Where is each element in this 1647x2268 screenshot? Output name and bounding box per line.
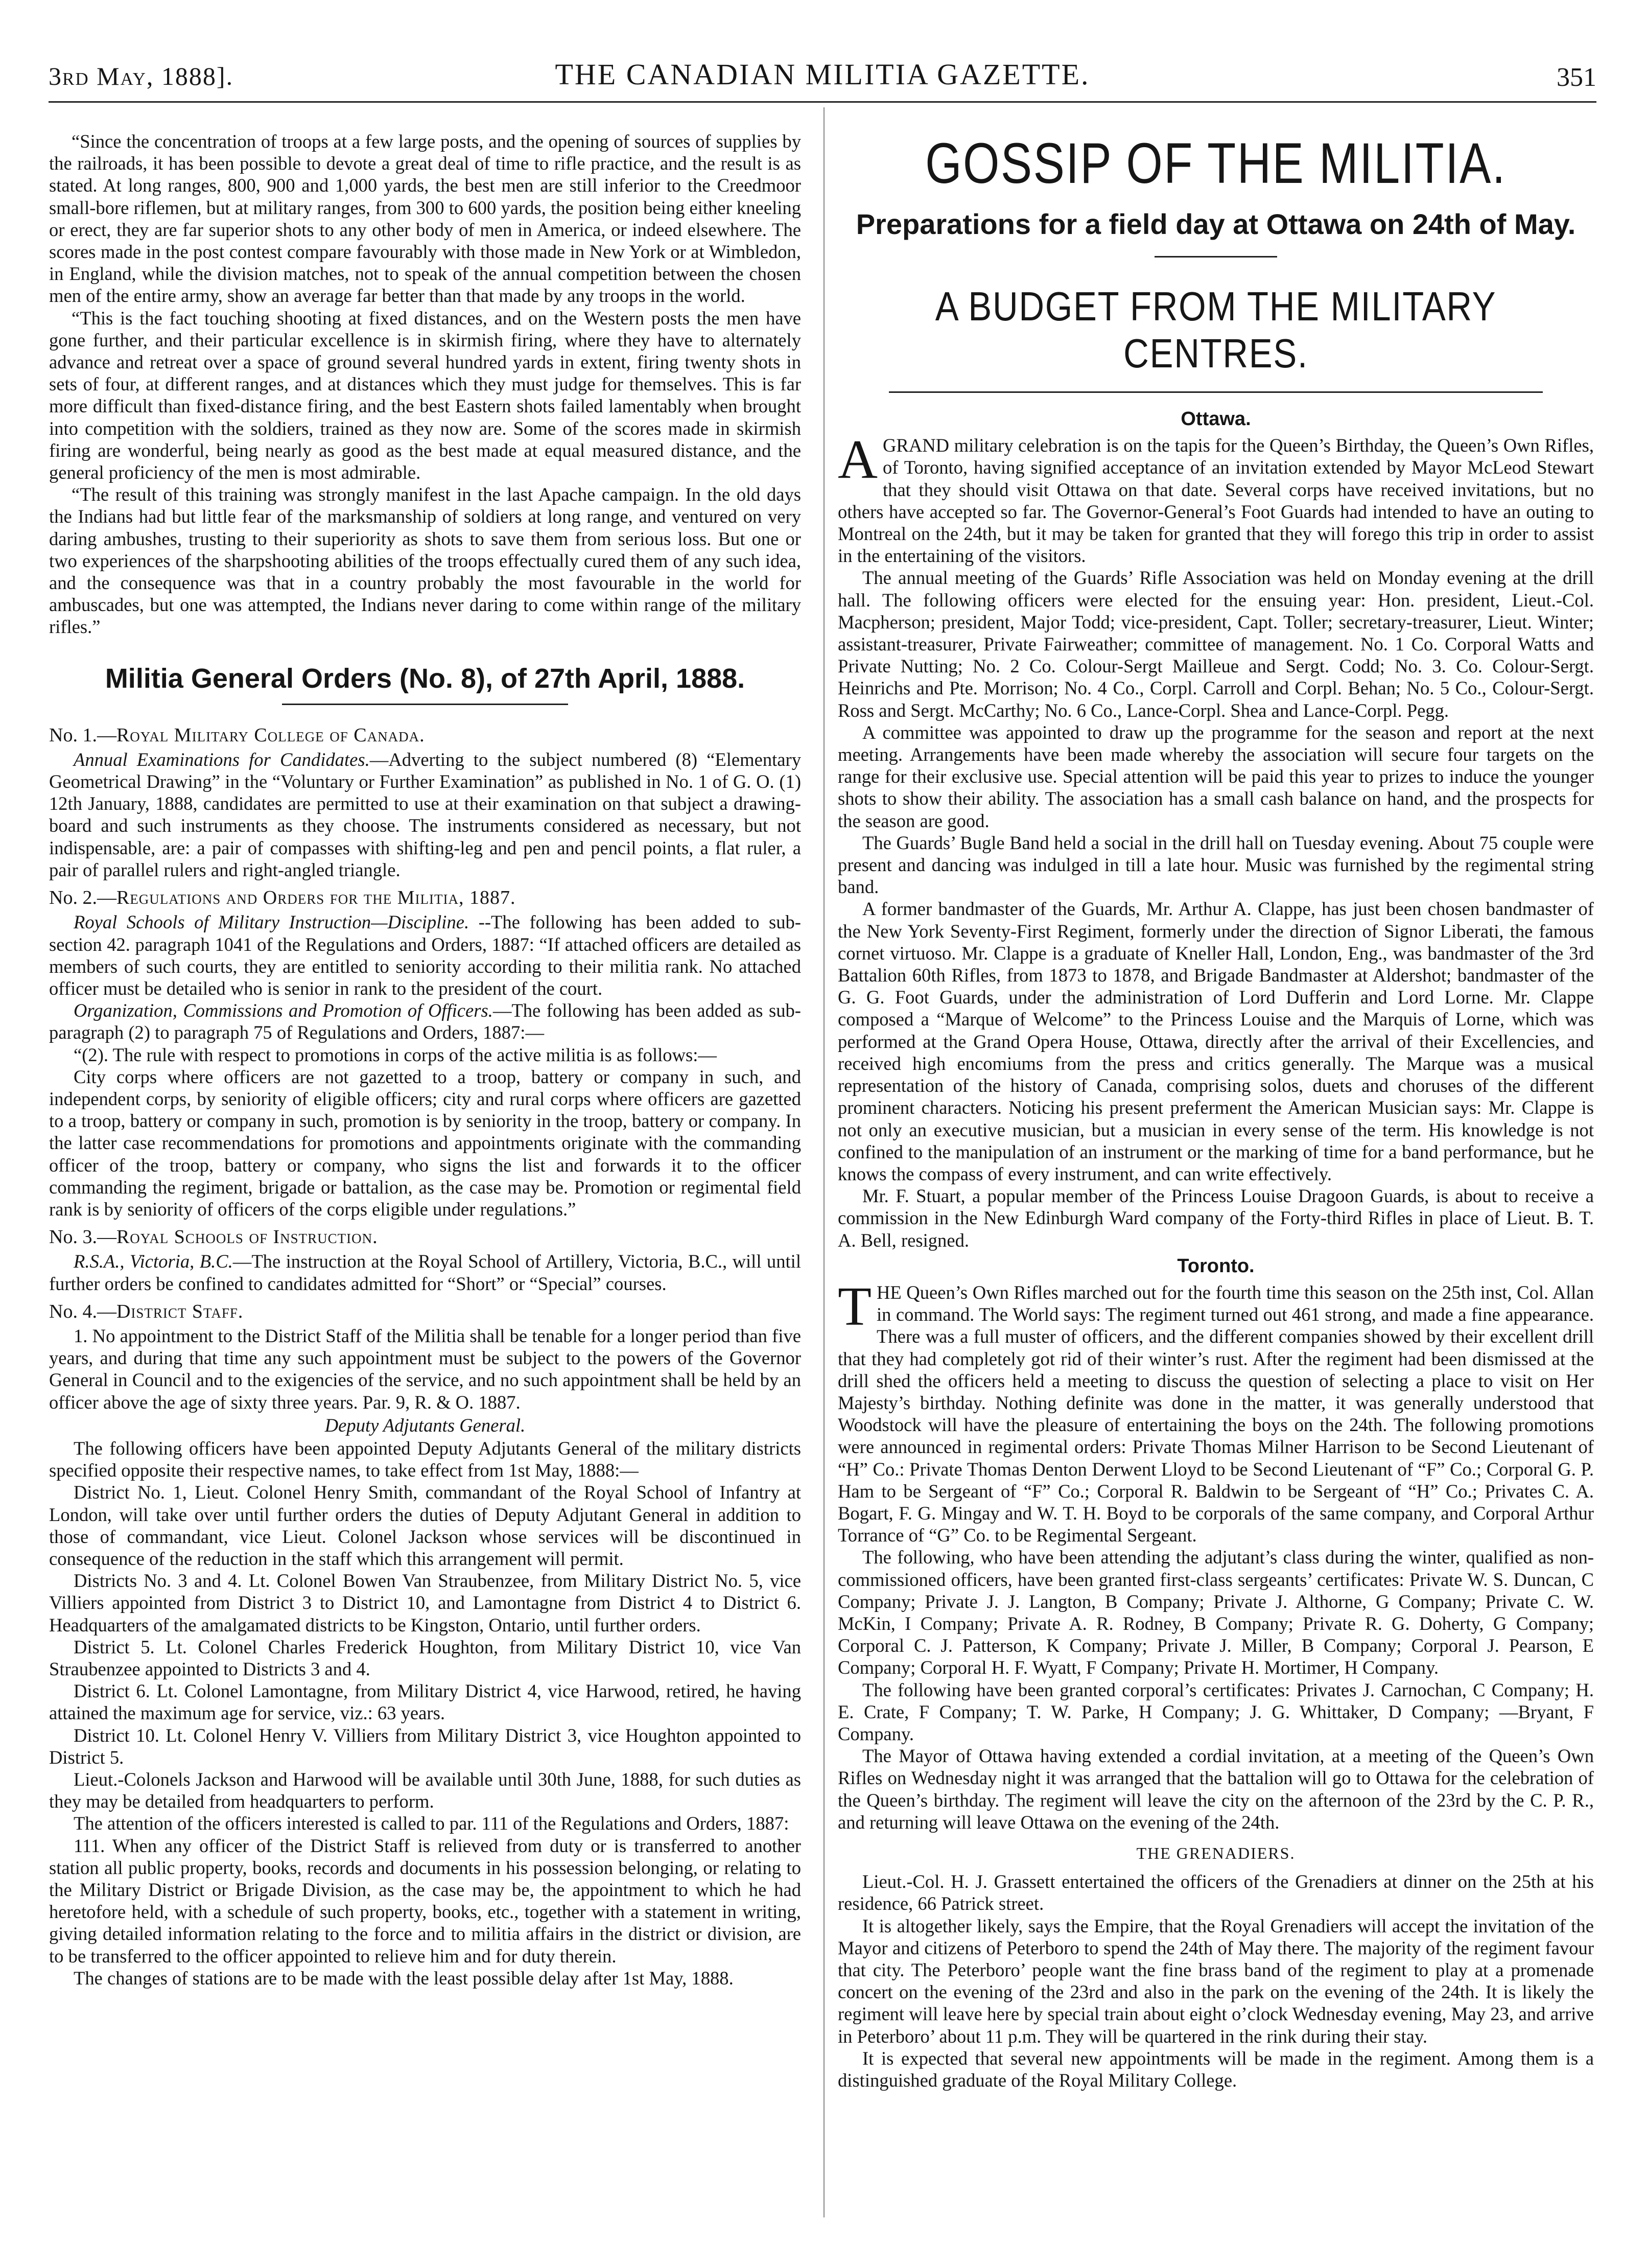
order-4-paragraph: The changes of stations are to be made with the least possible delay after 1st May, 1888.: [74, 1967, 734, 1989]
order-4-heading: [49, 1301, 801, 1323]
order-3-heading: [49, 1226, 801, 1248]
order-lead: Organization, Commissions and Promotion of Officers.: [74, 1000, 493, 1021]
order-4-paragraph: Lieut.-Colonels Jackson and Harwood will be available until 30th June, 1888, for such duties as they may be detailed from headquarters to perform.: [49, 1769, 801, 1812]
ottawa-paragraph: [838, 429, 1594, 567]
column-divider: [824, 107, 825, 2217]
order-2b-body: [49, 999, 801, 1043]
order-4-paragraph: Districts No. 3 and 4. Lt. Colonel Bowen Van Straubenzee, from Military District No. 5, vice Villiers appointed from District 3 to District 10, and Lamontagne from District 4 to District 6. Headquarters of the amalgamated districts to be Kingston, Ontario, until further orders.: [49, 1570, 801, 1635]
rifle-practice-quote: [49, 130, 801, 638]
ottawa-paragraph: Mr. F. Stuart, a popular member of the Princess Louise Dragoon Guards, is about to receive a commission in the New Edinburgh Ward company of the Forty-third Rifles in place of Lieut. B. T. A. Bell, resigned.: [838, 1185, 1594, 1251]
gossip-deck: Preparations for a field day at Ottawa on 24th of May.: [856, 208, 1576, 240]
toronto-paragraph: The following have been granted corporal’s certificates: Privates J. Carnochan, C Company; H. E. Crate, F Company; T. W. Parke, H Company; J. G. Whittaker, D Company; —Bryant, F Company.: [838, 1679, 1594, 1744]
right-column: [838, 130, 1594, 2091]
order-lead: Royal Schools of Military Instruction—Discipline.: [74, 911, 469, 933]
order-1-heading: [49, 724, 801, 746]
deck-rule: [1155, 256, 1277, 258]
left-column: [49, 130, 801, 1989]
order-2a-body: [49, 911, 801, 999]
order-4-paragraph: District 6. Lt. Colonel Lamontagne, from Military District 4, vice Harwood, retired, he having attained the maximum age for service, viz.: 63 years.: [49, 1680, 801, 1724]
order-text: --The following has been added to sub-section 42. paragraph 1041 of the Regulations and Orders, 1887: “If attached officers are detailed as members of such courts, they are entitled to seniority according to their militia rank. No attached officer must be detailed who is senior in rank to the president of the court.: [49, 911, 801, 999]
ottawa-lead-text: GRAND military celebration is on the tapis for the Queen’s Birthday, the Queen’s Own Rifles, of Toronto, having signified acceptance of an invitation extended by Mayor McLeod Stewart that they should visit Ottawa on that date. Several corps have received invitations, but no others have accepted so far. The Governor-General’s Foot Guards had intended to have an outing to Montreal on the 24th, but it may be taken for granted that they will forego this trip in order to assist in the entertaining of the visitors.: [838, 435, 1594, 567]
order-4-paragraph: 1. No appointment to the District Staff of the Militia shall be tenable for a longer period than five years, and during that time any such appointment must be subject to the powers of the Governor General in Council and to the exigencies of the service, and no such appointment shall be held by an officer above the age of sixty three years. Par. 9, R. & O. 1887.: [49, 1325, 801, 1413]
toronto-paragraph: The Mayor of Ottawa having extended a cordial invitation, at a meeting of the Queen’s Own Rifles on Wednesday night it was arranged that the battalion will go to Ottawa for the celebration of the Queen’s birthday. The regiment will leave the city on the afternoon of the 23rd by the C. P. R., and returning will leave Ottawa on the evening of the 24th.: [838, 1745, 1594, 1833]
order-4-paragraph: The following officers have been appointed Deputy Adjutants General of the military districts specified opposite their respective names, to take effect from 1st May, 1888:—: [49, 1437, 801, 1481]
quote-paragraph: “This is the fact touching shooting at fixed distances, and on the Western posts the men have gone further, and their particular excellence is in skirmish firing, where they have to alternately advance and retreat over a space of ground several hundred yards in extent, firing twenty shots in sets of four, at different ranges, and at distances which they must judge for themselves. This is far more difficult than fixed-distance firing, and the best Eastern shots failed lamentably when brought into competition with the soldiers, trained as they now are. Some of the scores made in skirmish firing are wonderful, being nearly as good as the best made at equal measured distance, and the general proficiency of the men is most admirable.: [49, 307, 801, 483]
order-title: Royal Military College of Canada.: [116, 724, 425, 746]
ottawa-paragraph: A former bandmaster of the Guards, Mr. Arthur A. Clappe, has just been chosen bandmaster of the New York Seventy-First Regiment, formerly under the direction of Signor Liberati, the famous cornet virtuoso. Mr. Clappe is a graduate of Kneller Hall, London, Eng., was bandmaster of the 3rd Battalion 60th Rifles, from 1873 to 1878, and Brigade Bandmaster at Aldershot; bandmaster of the G. G. Foot Guards, under the administration of Lord Dufferin and Lord Lorne. Mr. Clappe composed a “Marque of Welcome” to the Princess Louise and the Marquis of Lorne, which was performed at the Grand Opera House, Ottawa, directly after the arrival of their Excellencies, and received high encomiums from the press and critics generally. The Marque was a musical representation of the history of Canada, comprising solos, duets and choruses of the different prominent characters. Noticing his present preferment the American Musician says: Mr. Clappe is not only an executive musician, but a musician in every sense of the term. His knowledge is not confined to the manipulation of an instrument or the marking of time for a band performance, but he knows the compass of every instrument, and can write effectively.: [838, 898, 1594, 1184]
drop-cap: T: [838, 1276, 872, 1337]
quote-paragraph: “The result of this training was strongly manifest in the last Apache campaign. In the old days the Indians had but little fear of the marksmanship of soldiers at long range, and ventured on very daring ambushes, trusting to their superiority as shots to save them from serious loss. But one or two experiences of the sharpshooting abilities of the troops effectually cured them of any such idea, and the consequence was that in a country probably the most favourable in the world for ambuscades, but one was attempted, the Indians never daring to come within range of the military rifles.”: [49, 484, 801, 638]
toronto-paragraph: The following, who have been attending the adjutant’s class during the winter, qualified as non-commissioned officers, have been granted first-class sergeants’ certificates: Private W. S. Duncan, C Company; Private J. J. Langton, B Company; Private J. Althorne, G Company; Private C. W. McKin, I Company; Private A. R. Rodney, B Company; Private R. G. Doherty, G Company; Corporal C. J. Patterson, K Company; Private J. Miller, B Company; Corporal J. Pearson, E Company; Corporal H. F. Wyatt, F Company; Private H. Mortimer, H Company.: [838, 1547, 1594, 1678]
order-1-body: [49, 749, 801, 881]
grenadiers-paragraph: Lieut.-Col. H. J. Grassett entertained the officers of the Grenadiers at dinner on the 25th at his residence, 66 Patrick street.: [838, 1871, 1594, 1914]
ottawa-heading: Ottawa.: [1181, 408, 1251, 430]
ottawa-paragraph: The annual meeting of the Guards’ Rifle Association was held on Monday evening at the drill hall. The following officers were elected for the ensuing year: Hon. president, Lieut.-Col. Macpherson; president, Major Todd; vice-president, Capt. Toller; secretary-treasurer, Lieut. Winter; assistant-treasurer, Private Fairweather; committee of management. No. 1 Co. Corporal Watts and Private Nutting; No. 2 Co. Colour-Sergt Mailleue and Sergt. Codd; No. 3. Co. Colour-Sergt. Heinrichs and Pte. Morrison; No. 4 Co., Corpl. Carroll and Corpl. Behan; No. 5 Co., Colour-Sergt. Ross and Sergt. McCarthy; No. 6 Co., Lance-Corpl. Shea and Lance-Corpl. Pegg.: [838, 567, 1594, 721]
order-number: No. 4.—: [49, 1300, 116, 1322]
order-2c-body: “(2). The rule with respect to promotions in corps of the active militia is as follows:—: [74, 1044, 717, 1065]
grenadiers-paragraph: It is altogether likely, says the Empire, that the Royal Grenadiers will accept the invitation of the Mayor and citizens of Peterboro to spend the 24th of May there. The majority of the regiment favour that city. The Peterboro’ people want the fine brass band of the regiment to play at a promenade concert on the evening of the 23rd and also in the park on the evening of the 24th. It is likely the regiment will leave here by special train about eight o’clock Wednesday evening, May 23, and arrive in Peterboro’ about 11 p.m. They will be quartered in the rink during their stay.: [838, 1915, 1594, 2047]
order-text: —Adverting to the subject numbered (8) “Elementary Geometrical Drawing” in the “Voluntary or Further Examination” as published in No. 1 of G. O. (1) 12th January, 1888, candidates are permitted to use at their examination on that subject a drawing-board and such instruments as they choose. The instruments considered as necessary, but not indispensable, are: a pair of compasses with shifting-leg and pen and pencil points, a flat ruler, a pair of parallel rulers and right-angled triangle.: [49, 749, 802, 880]
issue-date: 3rd May, 1888].: [49, 62, 234, 90]
order-title: Regulations and Orders for the Militia, 1887.: [116, 887, 516, 909]
toronto-heading: Toronto.: [1177, 1255, 1255, 1277]
header-rule: [49, 101, 1596, 103]
budget-title: A BUDGET FROM THE MILITARY CENTRES.: [935, 284, 1497, 376]
general-orders-title: Militia General Orders (No. 8), of 27th April, 1888.: [105, 663, 745, 694]
running-head: [49, 51, 1596, 97]
order-number: No. 2.—: [49, 887, 116, 909]
page-number: 351: [1557, 63, 1596, 92]
order-4-paragraph: 111. When any officer of the District Staff is relieved from duty or is transferred to another station all public property, books, records and documents in his possession belonging, or relating to the Military District or Brigade Division, as the case may be, the appointment to which he had heretofore held, with a schedule of such property, books, etc., together with a statement in writing, giving detailed information relating to the force and to militia affairs in the district or division, are to be transferred to the officer appointed to relieve him and for duty therein.: [49, 1835, 801, 1967]
toronto-lead-text: HE Queen’s Own Rifles marched out for the fourth time this season on the 25th inst, Col. Allan in command. The World says: The regiment turned out 461 strong, and made a fine appearance. There was a full muster of officers, and the different companies showed by their excellent drill that they had completely got rid of their winter’s rust. After the regiment had been dismissed at the drill shed the officers held a meeting to discuss the question of selecting a place to visit on Her Majesty’s birthday. Nothing definite was done in the matter, it was generally understood that Woodstock will have the pleasure of entertaining the boys on the 24th. The following promotions were announced in regimental orders: Private Thomas Milner Harrison to be Second Lieutenant of “H” Co.: Private Thomas Denton Derwent Lloyd to be Second Lieutenant of “F” Co.; Corporal G. P. Ham to be Sergeant of “F” Co.; Corporal R. Baldwin to be Sergeant of “H” Co.; Privates C. A. Bogart, F. G. Mingay and W. T. H. Boyd to be corporals of the same company, and Corporal Arthur Torrance of “G” Co. to be Regimental Sergeant.: [838, 1281, 1594, 1546]
order-title: District Staff.: [116, 1300, 244, 1322]
newspaper-title: THE CANADIAN MILITIA GAZETTE.: [555, 58, 1090, 91]
quote-paragraph: “Since the concentration of troops at a few large posts, and the opening of sources of supplies by the railroads, it has been possible to devote a great deal of time to rifle practice, and the result is as stated. At long ranges, 800, 900 and 1,000 yards, the best men are still inferior to the Creedmoor small-bore riflemen, but at military ranges, from 300 to 600 yards, the position being either kneeling or erect, they are far superior shots to any other body of men in America, or indeed elsewhere. The scores made in the post contest compare favourably with those made in New York or at Wimbledon, in England, while the division matches, not to speak of the annual competition between the chosen men of the entire army, show an average far better than that made by any troops in the world.: [49, 131, 801, 307]
order-lead: R.S.A., Victoria, B.C.: [74, 1251, 233, 1272]
deputy-adjutants-subhead: Deputy Adjutants General.: [324, 1414, 526, 1436]
order-2d-body: City corps where officers are not gazetted to a troop, battery or company in such, and independent corps, by seniority of eligible officers; city and rural corps where officers are gazetted to a troop, battery or company in such, promotion is by seniority in the troop, battery or company. In the latter case recommendations for promotions and appointments originate with the commanding officer of the troop, battery or company, who signs the list and forwards it to the officer commanding the regiment, brigade or battalion, as the case may be. Promotion or regimental field rank is by seniority of officers of the corps eligible under regulations.”: [49, 1066, 801, 1220]
order-number: No. 3.—: [49, 1226, 116, 1248]
gossip-title: GOSSIP OF THE MILITIA.: [925, 131, 1507, 195]
order-text: —The instruction at the Royal School of Artillery, Victoria, B.C., will until further orders be confined to candidates admitted for “Short” or “Special” courses.: [49, 1251, 801, 1294]
order-4-paragraph: District 10. Lt. Colonel Henry V. Villiers from Military District 3, vice Houghton appointed to District 5.: [49, 1724, 801, 1768]
heading-rule: [282, 704, 568, 705]
order-4-paragraph: District No. 1, Lieut. Colonel Henry Smith, commandant of the Royal School of Infantry at London, will take over until further orders the duties of Deputy Adjutant General in addition to those of commandant, vice Lieut. Colonel Jackson whose services will be discontinued in consequence of the reduction in the staff which this arrangement will permit.: [49, 1482, 801, 1569]
order-4-paragraph: District 5. Lt. Colonel Charles Frederick Houghton, from Military District 10, vice Van Straubenzee appointed to Districts 3 and 4.: [49, 1636, 801, 1679]
general-orders-heading: [49, 663, 801, 705]
drop-cap: A: [838, 429, 878, 490]
grenadiers-paragraph: It is expected that several new appointments will be made in the regiment. Among them is a distinguished graduate of the Royal Military College.: [838, 2047, 1594, 2091]
order-title: Royal Schools of Instruction.: [116, 1226, 378, 1248]
order-text: —The following has been added as sub-paragraph (2) to paragraph 75 of Regulations and Orders, 1887:—: [49, 1000, 801, 1043]
ottawa-paragraph: The Guards’ Bugle Band held a social in the drill hall on Tuesday evening. About 75 couple were present and dancing was indulged in till a late hour. Music was furnished by the regimental string band.: [838, 832, 1594, 898]
order-3-body: [49, 1250, 801, 1294]
budget-rule: [889, 391, 1543, 393]
order-2-heading: [49, 887, 801, 909]
ottawa-paragraph: A committee was appointed to draw up the programme for the season and report at the next meeting. Arrangements have been made whereby the association will secure four targets on the range for their exclusive use. Special attention will be paid this year to prizes to induce the younger shots to show their ability. The association has a small cash balance on hand, and the prospects for the season are good.: [838, 721, 1594, 831]
grenadiers-heading: THE GRENADIERS.: [1136, 1844, 1296, 1862]
order-lead: Annual Examinations for Candidates.: [74, 749, 370, 770]
order-4-paragraph: The attention of the officers interested is called to par. 111 of the Regulations and Orders, 1887:: [74, 1813, 789, 1834]
order-number: No. 1.—: [49, 724, 116, 746]
toronto-paragraph: [838, 1276, 1594, 1546]
